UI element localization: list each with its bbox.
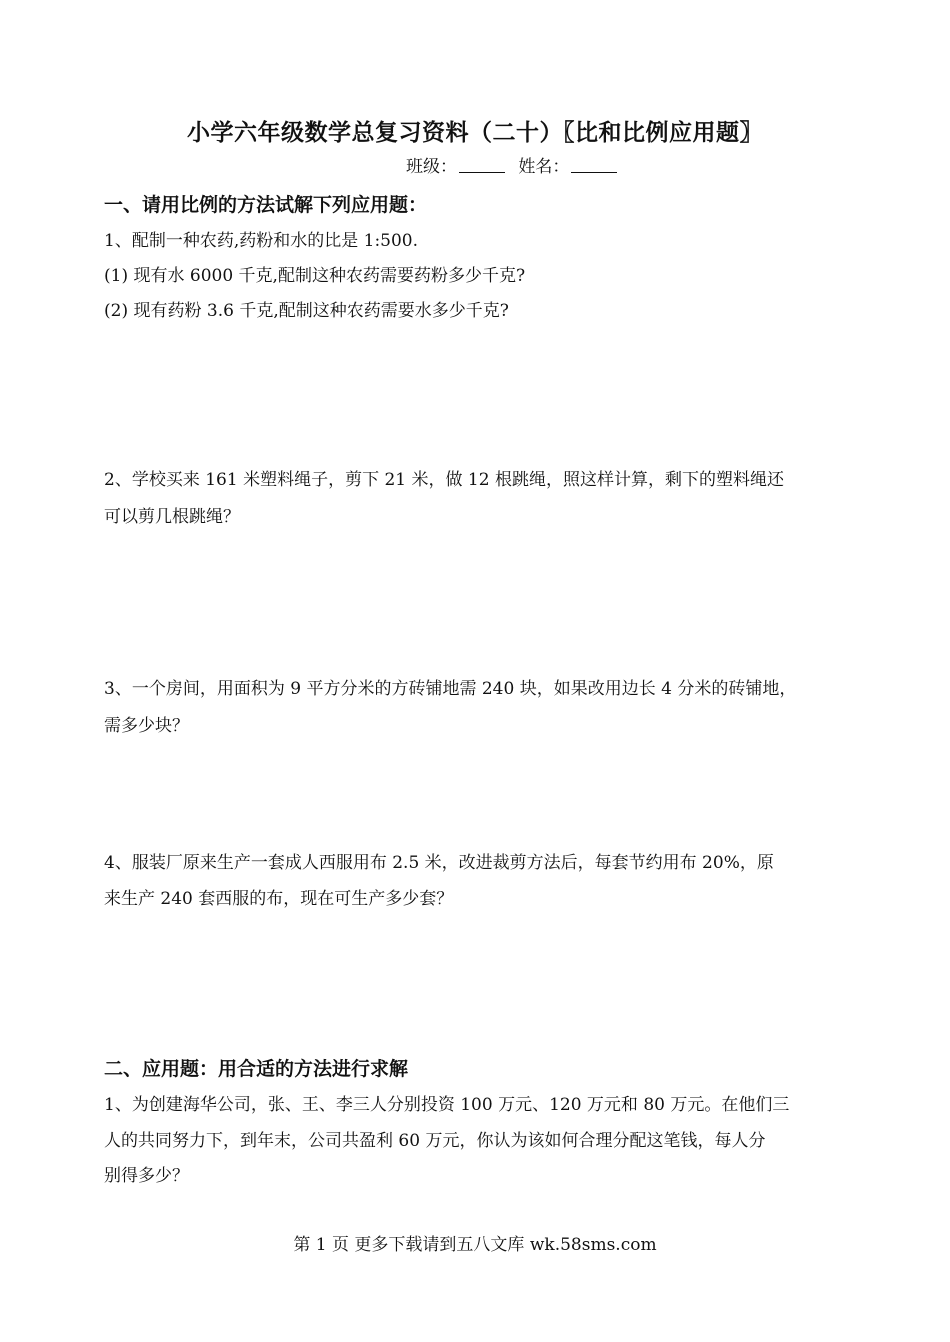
question-2-1-line-3: 别得多少？ [104, 1166, 189, 1186]
page-footer: 第 1 页 更多下载请到五八文库 wk.58sms.com [293, 1235, 657, 1255]
question-2-1-line-1: 1、为创建海华公司，张、王、李三人分别投资 100 万元、120 万元和 80 万元。在他们三 [104, 1095, 790, 1115]
section-2-heading: 二、应用题：用合适的方法进行求解 [104, 1058, 409, 1080]
question-1-4-line-1: 4、服装厂原来生产一套成人西服用布 2.5 米，改进裁剪方法后，每套节约用布 20%，原 [104, 853, 774, 873]
question-1-4-line-2: 来生产 240 套西服的布，现在可生产多少套？ [104, 889, 454, 909]
section-1-heading: 一、请用比例的方法试解下列应用题： [104, 194, 428, 216]
question-1-1-line-2: (1) 现有水 6000 千克,配制这种农药需要药粉多少千克? [104, 266, 526, 286]
class-label: 班级： [406, 157, 457, 177]
name-label: 姓名： [518, 157, 570, 177]
question-1-3-line-1: 3、一个房间，用面积为 9 平方分米的方砖铺地需 240 块，如果改用边长 4 分米的砖铺地， [104, 679, 797, 699]
question-1-2-line-2: 可以剪几根跳绳？ [104, 507, 240, 527]
question-1-1-line-1: 1、配制一种农药,药粉和水的比是 1:500. [104, 231, 419, 251]
page-title: 小学六年级数学总复习资料（二十）〖比和比例应用题〗 [187, 119, 763, 146]
class-blank [459, 156, 505, 173]
question-1-3-line-2: 需多少块？ [104, 716, 189, 736]
question-1-2-line-1: 2、学校买来 161 米塑料绳子，剪下 21 米，做 12 根跳绳，照这样计算，剩下的塑料绳还 [104, 470, 784, 490]
name-blank [571, 156, 617, 173]
student-info [406, 152, 625, 177]
question-2-1-line-2: 人的共同努力下，到年末，公司共盈利 60 万元，你认为该如何合理分配这笔钱，每人分 [104, 1131, 766, 1151]
question-1-1-line-3: (2) 现有药粉 3.6 千克,配制这种农药需要水多少千克? [104, 301, 509, 321]
